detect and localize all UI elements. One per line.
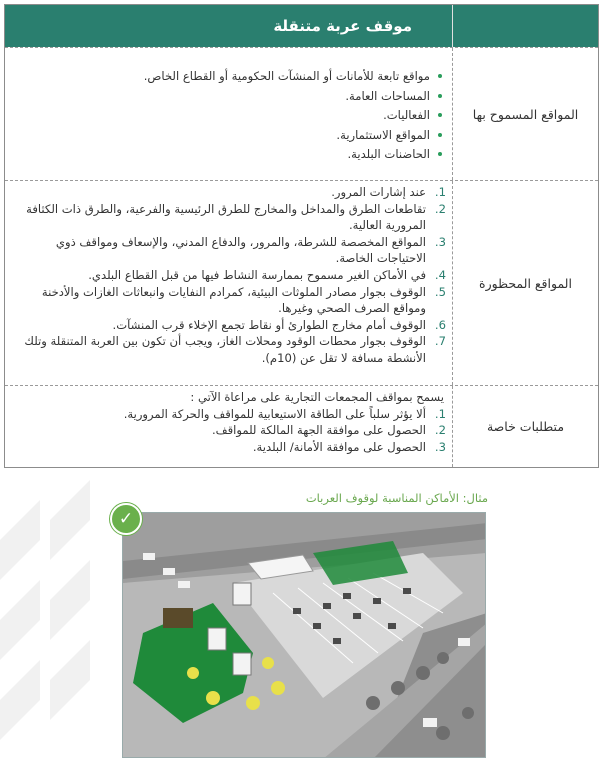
- list-item: 2. تقاطعات الطرق والمداخل والمخارج للطرق الرئيسية والفرعية، والطرق ذات الكثافة المرورية العالية.: [26, 201, 446, 233]
- list-item: 5. الوقوف بجوار مصادر الملوثات البيئية، كمرادم النفايات وانبعاثات الغازات والأدخنة ومواقع الصرف الصحي وغيرها.: [41, 284, 446, 316]
- list-item: المساحات العامة.: [15, 88, 452, 105]
- list-item: 7. الوقوف بجوار محطات الوقود ومحلات الغاز، ويجب أن تكون بين العربة المتنقلة وتلك الأنشطة مسافة لا تقل عن (10م).: [24, 334, 446, 365]
- table-title: موقف عربة متنقلة: [273, 17, 412, 35]
- list-item: المواقع الاستثمارية.: [15, 127, 452, 144]
- table-row: [5, 47, 598, 180]
- list-item: 1. عند إشارات المرور.: [331, 185, 446, 199]
- table-row: [5, 385, 598, 467]
- parking-lot-illustration: [122, 512, 486, 758]
- list-item: الحاضنات البلدية.: [15, 146, 452, 163]
- special-intro: يسمح بمواقف المجمعات التجارية على مراعاة الآتي :: [190, 390, 444, 404]
- figure-caption: مثال: الأماكن المناسبة لوقوف العربات: [305, 491, 488, 505]
- row-content-allowed: [5, 48, 452, 180]
- special-list: [15, 406, 452, 456]
- table-row: [5, 180, 598, 385]
- decorative-stripes: [0, 480, 120, 763]
- row-label-special: متطلبات خاصة: [452, 386, 598, 467]
- list-item: 1. ألا يؤثر سلباً على الطاقة الاستيعابية للمواقف والحركة المرورية.: [123, 406, 446, 421]
- header-label-cell: [452, 5, 598, 47]
- allowed-list: [15, 68, 452, 163]
- list-item: 2. الحصول على موافقة الجهة المالكة للمواقف.: [211, 423, 446, 438]
- row-content-prohibited: [5, 181, 452, 385]
- prohibited-list: [15, 184, 452, 367]
- row-label-allowed: المواقع المسموح بها: [452, 48, 598, 180]
- list-item: 4. في الأماكن الغير مسموح بممارسة النشاط فيها من قبل القطاع البلدي.: [88, 267, 446, 282]
- check-icon: ✓: [110, 503, 142, 535]
- list-item: 6. الوقوف أمام مخارج الطوارئ أو نقاط تجمع الإخلاء قرب المنشآت.: [112, 317, 446, 332]
- aerial-scene: [123, 513, 486, 758]
- list-item: 3. الحصول على موافقة الأمانة/ البلدية.: [252, 439, 446, 454]
- requirements-table: [4, 4, 599, 468]
- list-item: الفعاليات.: [15, 107, 452, 124]
- list-item: مواقع تابعة للأمانات أو المنشآت الحكومية أو القطاع الخاص.: [15, 68, 452, 85]
- list-item: 3. المواقع المخصصة للشرطة، والمرور، والدفاع المدني، والإسعاف ومواقف ذوي الاحتياجات الخاصة.: [55, 234, 446, 266]
- row-label-prohibited: المواقع المحظورة: [452, 181, 598, 385]
- table-header: [5, 5, 598, 47]
- row-content-special: [5, 386, 452, 467]
